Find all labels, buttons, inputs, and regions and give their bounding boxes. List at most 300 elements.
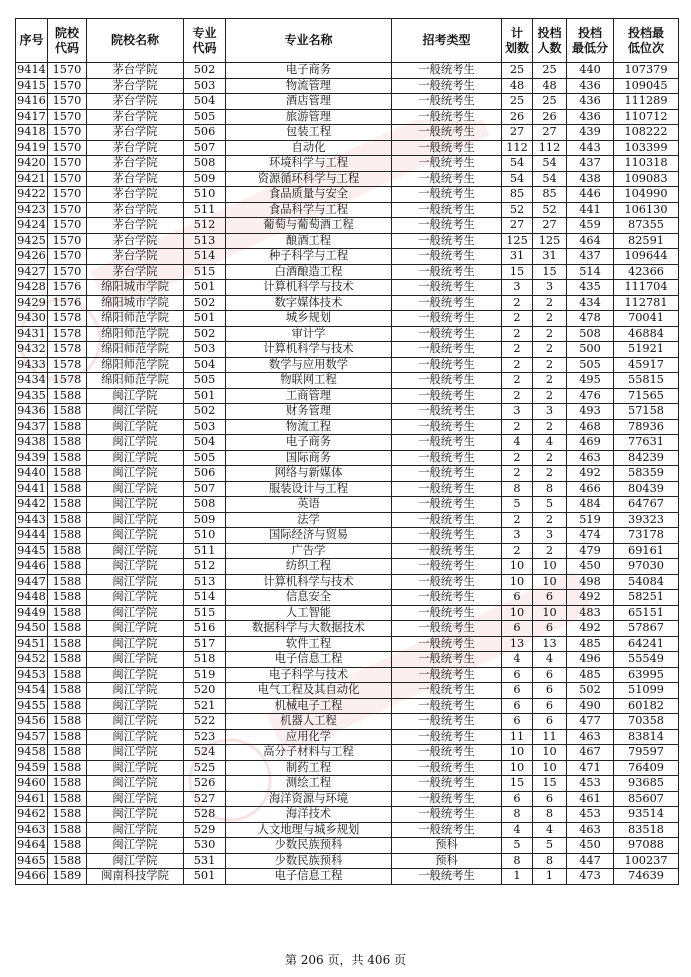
cell-plan-count: 2 (502, 512, 533, 528)
cell-seq: 9418 (17, 125, 46, 139)
cell-school-code: 1588 (48, 853, 87, 869)
cell-school-code: 1570 (48, 264, 87, 280)
cell-major-code: 505 (184, 450, 226, 466)
cell-min-rank: 109083 (614, 171, 679, 187)
cell-seq: 9428 (17, 280, 46, 294)
cell-school-code: 1570 (48, 109, 87, 125)
cell-admission-type: 一般统考生 (392, 78, 502, 94)
cell-major-code: 504 (184, 435, 226, 451)
cell-major-code: 503 (184, 78, 226, 94)
table-row (16, 404, 679, 420)
cell-admission-type: 一般统考生 (392, 373, 502, 389)
cell-plan-count: 2 (502, 466, 533, 482)
cell-major-name: 审计学 (226, 326, 392, 342)
header-major-code (184, 19, 226, 63)
cell-seq: 9422 (17, 187, 46, 201)
cell-major-code: 506 (184, 466, 226, 482)
cell-min-rank: 93685 (614, 776, 679, 792)
cell-admission-type: 一般统考生 (392, 156, 502, 172)
cell-admit-count: 6 (533, 667, 567, 683)
cell-admission-type: 一般统考生 (392, 729, 502, 745)
cell-school-code: 1588 (48, 822, 87, 838)
header-plan-count-line: 划数 (504, 40, 529, 55)
cell-major-name: 数学与应用数学 (226, 357, 392, 373)
cell-major-name: 少数民族预科 (226, 838, 392, 854)
cell-major-name: 纺织工程 (226, 559, 392, 575)
cell-min-score: 519 (567, 512, 614, 528)
cell-seq: 9457 (17, 729, 46, 743)
cell-school-code: 1588 (48, 388, 87, 404)
cell-seq: 9446 (17, 559, 46, 573)
cell-school-name: 茅台学院 (87, 125, 184, 141)
cell-school-code: 1588 (48, 450, 87, 466)
cell-major-code: 523 (184, 729, 226, 745)
cell-school-code: 1570 (48, 140, 87, 156)
cell-school-code: 1578 (48, 342, 87, 358)
cell-plan-count: 10 (502, 760, 533, 776)
cell-min-rank: 51099 (614, 683, 679, 699)
admission-table-container (15, 18, 679, 885)
cell-min-score: 485 (567, 667, 614, 683)
header-major-code-line: 专业 (192, 25, 217, 40)
cell-admit-count: 27 (533, 218, 567, 234)
cell-plan-count: 3 (502, 280, 533, 296)
cell-min-rank: 60182 (614, 698, 679, 714)
cell-admit-count: 5 (533, 838, 567, 854)
cell-major-code: 506 (184, 125, 226, 141)
cell-school-code: 1576 (48, 295, 87, 311)
cell-seq: 9461 (17, 791, 46, 805)
cell-min-score: 478 (567, 311, 614, 327)
cell-school-name: 绵阳师范学院 (87, 342, 184, 358)
cell-admit-count: 10 (533, 760, 567, 776)
cell-admission-type: 一般统考生 (392, 791, 502, 807)
cell-admit-count: 15 (533, 264, 567, 280)
cell-plan-count: 2 (502, 388, 533, 404)
table-row (16, 590, 679, 606)
table-row (16, 822, 679, 838)
cell-seq: 9466 (17, 869, 46, 883)
cell-major-name: 葡萄与葡萄酒工程 (226, 218, 392, 234)
cell-min-score: 508 (567, 326, 614, 342)
cell-min-rank: 85607 (614, 791, 679, 807)
cell-admit-count: 6 (533, 621, 567, 637)
cell-admission-type: 预科 (392, 853, 502, 869)
cell-major-code: 529 (184, 822, 226, 838)
cell-admission-type: 一般统考生 (392, 667, 502, 683)
cell-seq: 9434 (17, 373, 46, 387)
cell-admit-count: 54 (533, 171, 567, 187)
cell-school-code: 1570 (48, 63, 87, 79)
cell-admission-type: 一般统考生 (392, 311, 502, 327)
cell-min-score: 459 (567, 218, 614, 234)
cell-school-name: 闽江学院 (87, 621, 184, 637)
cell-plan-count: 3 (502, 528, 533, 544)
cell-admit-count: 4 (533, 822, 567, 838)
cell-major-code: 528 (184, 807, 226, 823)
cell-school-code: 1588 (48, 419, 87, 435)
cell-seq: 9453 (17, 667, 46, 681)
cell-min-rank: 79597 (614, 745, 679, 761)
cell-plan-count: 52 (502, 202, 533, 218)
cell-major-code: 509 (184, 171, 226, 187)
cell-school-name: 茅台学院 (87, 78, 184, 94)
cell-major-code: 509 (184, 512, 226, 528)
cell-major-code: 531 (184, 853, 226, 869)
cell-school-name: 茅台学院 (87, 233, 184, 249)
table-row (16, 450, 679, 466)
cell-major-code: 517 (184, 636, 226, 652)
cell-min-rank: 45917 (614, 357, 679, 373)
cell-admission-type: 一般统考生 (392, 528, 502, 544)
cell-admit-count: 15 (533, 776, 567, 792)
cell-admission-type: 一般统考生 (392, 233, 502, 249)
cell-plan-count: 2 (502, 295, 533, 311)
table-row (16, 698, 679, 714)
header-min-score-line: 投档 (577, 25, 602, 40)
table-body (16, 63, 679, 885)
cell-school-name: 闽江学院 (87, 388, 184, 404)
cell-major-name: 网络与新媒体 (226, 466, 392, 482)
cell-major-name: 测绘工程 (226, 776, 392, 792)
cell-plan-count: 15 (502, 264, 533, 280)
cell-admission-type: 一般统考生 (392, 342, 502, 358)
table-row (16, 171, 679, 187)
cell-school-code: 1570 (48, 187, 87, 203)
table-row (16, 729, 679, 745)
cell-seq: 9420 (17, 156, 46, 170)
cell-admit-count: 10 (533, 605, 567, 621)
cell-major-name: 城乡规划 (226, 311, 392, 327)
cell-major-code: 507 (184, 140, 226, 156)
cell-plan-count: 26 (502, 109, 533, 125)
cell-admit-count: 1 (533, 869, 567, 885)
cell-major-name: 食品质量与安全 (226, 187, 392, 203)
cell-seq: 9458 (17, 745, 46, 759)
cell-school-name: 闽江学院 (87, 745, 184, 761)
cell-major-name: 酿酒工程 (226, 233, 392, 249)
cell-min-score: 498 (567, 574, 614, 590)
cell-min-rank: 104990 (614, 187, 679, 203)
cell-min-score: 473 (567, 869, 614, 885)
cell-admit-count: 31 (533, 249, 567, 265)
cell-min-score: 469 (567, 435, 614, 451)
header-major-name-line: 专业名称 (284, 33, 333, 47)
cell-school-code: 1588 (48, 745, 87, 761)
cell-min-score: 502 (567, 683, 614, 699)
cell-min-rank: 111289 (614, 94, 679, 110)
table-row (16, 125, 679, 141)
cell-plan-count: 2 (502, 326, 533, 342)
table-row (16, 435, 679, 451)
table-row (16, 574, 679, 590)
cell-major-code: 505 (184, 109, 226, 125)
cell-major-code: 525 (184, 760, 226, 776)
cell-min-score: 463 (567, 450, 614, 466)
cell-school-name: 茅台学院 (87, 140, 184, 156)
cell-min-rank: 46884 (614, 326, 679, 342)
cell-school-code: 1588 (48, 574, 87, 590)
cell-min-score: 492 (567, 621, 614, 637)
cell-major-name: 海洋资源与环境 (226, 791, 392, 807)
cell-min-rank: 111704 (614, 280, 679, 296)
cell-plan-count: 2 (502, 543, 533, 559)
cell-plan-count: 85 (502, 187, 533, 203)
cell-school-code: 1588 (48, 714, 87, 730)
cell-seq: 9427 (17, 264, 46, 278)
cell-school-name: 闽江学院 (87, 574, 184, 590)
header-seq (16, 19, 48, 63)
cell-plan-count: 2 (502, 450, 533, 466)
cell-seq: 9426 (17, 249, 46, 263)
cell-admit-count: 2 (533, 342, 567, 358)
cell-school-name: 绵阳师范学院 (87, 326, 184, 342)
cell-admit-count: 6 (533, 590, 567, 606)
cell-min-score: 453 (567, 776, 614, 792)
table-row (16, 264, 679, 280)
cell-major-name: 电气工程及其自动化 (226, 683, 392, 699)
cell-school-code: 1588 (48, 791, 87, 807)
cell-major-name: 工商管理 (226, 388, 392, 404)
cell-plan-count: 54 (502, 171, 533, 187)
cell-admission-type: 一般统考生 (392, 574, 502, 590)
cell-school-name: 茅台学院 (87, 218, 184, 234)
cell-major-name: 服装设计与工程 (226, 481, 392, 497)
header-school-name-line: 院校名称 (110, 33, 159, 47)
cell-school-code: 1588 (48, 528, 87, 544)
cell-major-name: 软件工程 (226, 636, 392, 652)
cell-admit-count: 112 (533, 140, 567, 156)
cell-admission-type: 一般统考生 (392, 652, 502, 668)
cell-major-code: 504 (184, 357, 226, 373)
cell-plan-count: 3 (502, 404, 533, 420)
cell-major-code: 513 (184, 574, 226, 590)
cell-major-name: 制药工程 (226, 760, 392, 776)
cell-major-name: 国际商务 (226, 450, 392, 466)
cell-min-score: 493 (567, 404, 614, 420)
cell-admit-count: 2 (533, 357, 567, 373)
cell-admit-count: 85 (533, 187, 567, 203)
cell-admission-type: 一般统考生 (392, 636, 502, 652)
cell-school-code: 1588 (48, 590, 87, 606)
cell-admission-type: 一般统考生 (392, 683, 502, 699)
cell-major-code: 511 (184, 543, 226, 559)
cell-seq: 9431 (17, 326, 46, 340)
cell-admission-type: 一般统考生 (392, 295, 502, 311)
cell-major-name: 计算机科学与技术 (226, 342, 392, 358)
cell-min-score: 466 (567, 481, 614, 497)
cell-min-rank: 87355 (614, 218, 679, 234)
header-major-code-line: 代码 (192, 40, 217, 55)
cell-school-name: 闽江学院 (87, 559, 184, 575)
cell-plan-count: 10 (502, 559, 533, 575)
cell-school-name: 绵阳城市学院 (87, 295, 184, 311)
table-row (16, 481, 679, 497)
table-row (16, 791, 679, 807)
cell-seq: 9455 (17, 698, 46, 712)
cell-major-name: 环境科学与工程 (226, 156, 392, 172)
cell-plan-count: 6 (502, 791, 533, 807)
cell-admit-count: 3 (533, 528, 567, 544)
cell-min-rank: 100237 (614, 853, 679, 869)
cell-major-code: 501 (184, 869, 226, 885)
cell-school-code: 1588 (48, 466, 87, 482)
cell-school-name: 茅台学院 (87, 187, 184, 203)
cell-admission-type: 一般统考生 (392, 714, 502, 730)
cell-admit-count: 6 (533, 683, 567, 699)
cell-min-rank: 82591 (614, 233, 679, 249)
cell-plan-count: 27 (502, 218, 533, 234)
cell-school-code: 1588 (48, 497, 87, 513)
cell-seq: 9429 (17, 295, 46, 309)
cell-seq: 9417 (17, 109, 46, 123)
cell-plan-count: 4 (502, 652, 533, 668)
table-row (16, 559, 679, 575)
cell-school-code: 1588 (48, 729, 87, 745)
cell-min-rank: 74639 (614, 869, 679, 885)
cell-seq: 9447 (17, 574, 46, 588)
header-school-code (48, 19, 87, 63)
cell-seq: 9449 (17, 605, 46, 619)
cell-admit-count: 2 (533, 373, 567, 389)
cell-min-score: 441 (567, 202, 614, 218)
page-footer: 第 206 页，共 406 页 (284, 953, 407, 967)
cell-min-rank: 71565 (614, 388, 679, 404)
cell-major-name: 种子科学与工程 (226, 249, 392, 265)
cell-school-code: 1570 (48, 171, 87, 187)
cell-min-rank: 64767 (614, 497, 679, 513)
cell-major-name: 食品科学与工程 (226, 202, 392, 218)
cell-major-code: 501 (184, 388, 226, 404)
table-row (16, 497, 679, 513)
cell-major-name: 物联网工程 (226, 373, 392, 389)
cell-major-code: 504 (184, 94, 226, 110)
cell-school-name: 闽江学院 (87, 698, 184, 714)
cell-school-name: 闽江学院 (87, 807, 184, 823)
cell-plan-count: 2 (502, 373, 533, 389)
cell-admission-type: 一般统考生 (392, 822, 502, 838)
cell-admission-type: 一般统考生 (392, 543, 502, 559)
cell-min-score: 468 (567, 419, 614, 435)
cell-school-name: 闽江学院 (87, 497, 184, 513)
cell-school-name: 闽江学院 (87, 729, 184, 745)
cell-school-name: 茅台学院 (87, 249, 184, 265)
cell-school-name: 闽江学院 (87, 853, 184, 869)
cell-admission-type: 一般统考生 (392, 280, 502, 296)
cell-min-score: 492 (567, 590, 614, 606)
cell-major-name: 电子商务 (226, 63, 392, 79)
cell-admission-type: 一般统考生 (392, 497, 502, 513)
cell-admit-count: 2 (533, 466, 567, 482)
cell-school-code: 1588 (48, 838, 87, 854)
cell-major-name: 广告学 (226, 543, 392, 559)
cell-min-rank: 57158 (614, 404, 679, 420)
cell-admission-type: 一般统考生 (392, 807, 502, 823)
cell-seq: 9436 (17, 404, 46, 418)
cell-admit-count: 3 (533, 404, 567, 420)
cell-seq: 9430 (17, 311, 46, 325)
cell-major-name: 电子科学与技术 (226, 667, 392, 683)
cell-school-name: 闽南科技学院 (87, 869, 184, 885)
cell-school-name: 茅台学院 (87, 264, 184, 280)
table-row (16, 714, 679, 730)
cell-admit-count: 48 (533, 78, 567, 94)
cell-plan-count: 8 (502, 853, 533, 869)
cell-admit-count: 8 (533, 853, 567, 869)
cell-admit-count: 52 (533, 202, 567, 218)
cell-min-rank: 103399 (614, 140, 679, 156)
cell-min-score: 437 (567, 249, 614, 265)
cell-min-rank: 58359 (614, 466, 679, 482)
table-row (16, 388, 679, 404)
cell-admit-count: 4 (533, 652, 567, 668)
cell-school-name: 闽江学院 (87, 481, 184, 497)
cell-school-name: 闽江学院 (87, 435, 184, 451)
cell-school-name: 闽江学院 (87, 512, 184, 528)
cell-min-score: 447 (567, 853, 614, 869)
cell-min-score: 500 (567, 342, 614, 358)
cell-school-code: 1570 (48, 78, 87, 94)
cell-major-code: 502 (184, 326, 226, 342)
cell-major-code: 522 (184, 714, 226, 730)
cell-major-name: 少数民族预科 (226, 853, 392, 869)
cell-school-code: 1588 (48, 559, 87, 575)
cell-min-rank: 110712 (614, 109, 679, 125)
cell-school-code: 1588 (48, 481, 87, 497)
cell-major-code: 512 (184, 218, 226, 234)
cell-school-code: 1588 (48, 621, 87, 637)
cell-major-code: 507 (184, 481, 226, 497)
cell-admit-count: 2 (533, 311, 567, 327)
cell-school-name: 绵阳师范学院 (87, 311, 184, 327)
header-plan-count-line: 计 (510, 25, 523, 40)
cell-plan-count: 8 (502, 807, 533, 823)
table-row (16, 202, 679, 218)
cell-min-rank: 106130 (614, 202, 679, 218)
cell-seq: 9425 (17, 233, 46, 247)
cell-admit-count: 3 (533, 280, 567, 296)
table-row (16, 109, 679, 125)
cell-major-code: 510 (184, 187, 226, 203)
cell-school-name: 闽江学院 (87, 419, 184, 435)
cell-admission-type: 一般统考生 (392, 109, 502, 125)
cell-plan-count: 15 (502, 776, 533, 792)
cell-seq: 9456 (17, 714, 46, 728)
cell-admit-count: 2 (533, 543, 567, 559)
cell-seq: 9460 (17, 776, 46, 790)
cell-admission-type: 一般统考生 (392, 605, 502, 621)
cell-major-code: 520 (184, 683, 226, 699)
cell-major-code: 503 (184, 342, 226, 358)
header-min-rank-line: 投档最 (627, 25, 664, 40)
cell-plan-count: 2 (502, 342, 533, 358)
cell-school-code: 1588 (48, 760, 87, 776)
cell-major-code: 505 (184, 373, 226, 389)
cell-seq: 9424 (17, 218, 46, 232)
cell-major-code: 508 (184, 156, 226, 172)
cell-plan-count: 54 (502, 156, 533, 172)
cell-major-name: 酒店管理 (226, 94, 392, 110)
cell-school-code: 1570 (48, 233, 87, 249)
cell-seq: 9443 (17, 512, 46, 526)
cell-plan-count: 4 (502, 435, 533, 451)
cell-major-name: 计算机科学与技术 (226, 574, 392, 590)
cell-admission-type: 一般统考生 (392, 404, 502, 420)
table-row (16, 838, 679, 854)
cell-school-code: 1588 (48, 698, 87, 714)
cell-major-code: 519 (184, 667, 226, 683)
cell-school-code: 1570 (48, 125, 87, 141)
